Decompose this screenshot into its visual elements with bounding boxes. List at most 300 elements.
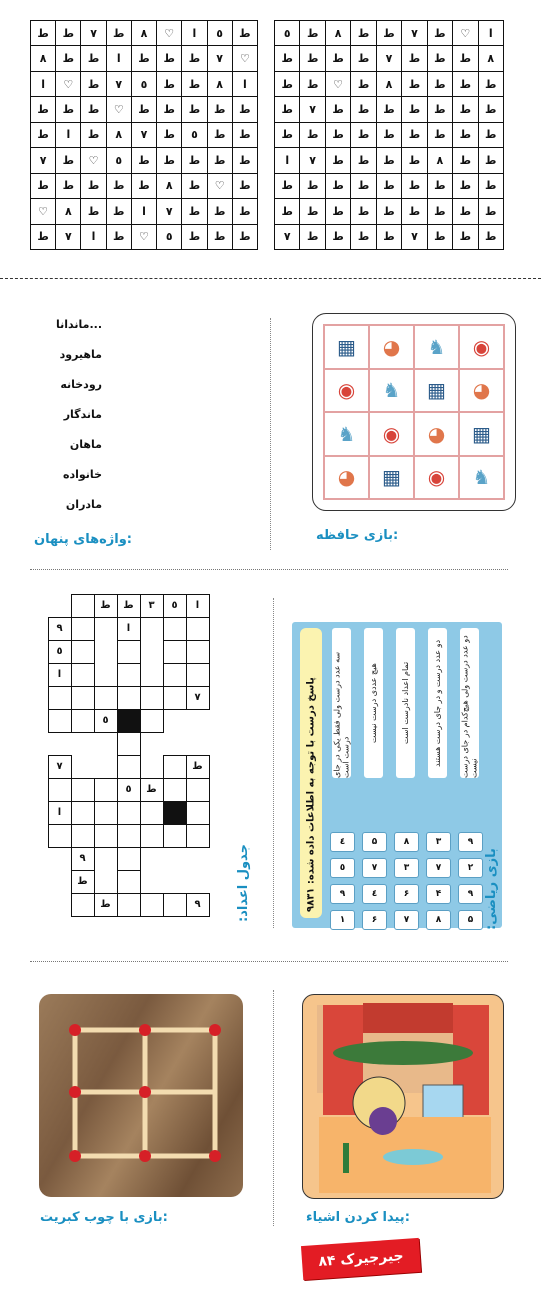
grid-cell: ٧ xyxy=(81,21,105,45)
abacus-icon[interactable]: ▦ xyxy=(369,456,414,500)
grid-cell: ط xyxy=(132,174,156,198)
grid-cell: ٧ xyxy=(56,225,80,249)
math-digit-cell: ٤ xyxy=(330,832,355,852)
crossword-cell[interactable] xyxy=(163,686,187,710)
grid-cell: ط xyxy=(479,199,503,223)
grid-cell: ٧ xyxy=(300,148,324,172)
grid-cell: ط xyxy=(107,174,131,198)
grid-cell: ط xyxy=(300,46,324,70)
crossword-cell[interactable] xyxy=(48,709,72,733)
word-item: مادران xyxy=(65,498,102,511)
grid-cell: ٨ xyxy=(326,21,350,45)
crossword-cell[interactable] xyxy=(140,686,164,710)
grid-cell: ط xyxy=(453,174,477,198)
grid-cell: ا xyxy=(107,46,131,70)
crossword-cell[interactable] xyxy=(71,594,95,618)
grid-cell: ط xyxy=(233,97,257,121)
grid-cell: ط xyxy=(275,72,299,96)
vertical-divider xyxy=(270,318,271,550)
grid-cell: ط xyxy=(275,174,299,198)
crossword-empty xyxy=(140,617,163,640)
math-digit-cell: ۹ xyxy=(458,884,483,904)
room-illustration xyxy=(303,995,503,1198)
grid-cell: ط xyxy=(31,123,55,147)
grid-cell: ط xyxy=(81,72,105,96)
ball-icon[interactable]: ◕ xyxy=(414,412,459,456)
grid-cell: ط xyxy=(275,97,299,121)
crossword-cell[interactable]: ٥ xyxy=(163,594,187,618)
crossword-cell[interactable]: ط xyxy=(186,755,210,779)
crossword-cell[interactable] xyxy=(186,824,210,848)
crossword-cell[interactable] xyxy=(117,801,141,825)
crossword-empty xyxy=(163,847,186,870)
grid-cell: ط xyxy=(351,199,375,223)
section-divider xyxy=(0,278,541,279)
crossword-cell[interactable] xyxy=(71,709,95,733)
word-item: ماهیرود xyxy=(59,348,102,361)
crossword-empty xyxy=(71,732,94,755)
crossword-cell[interactable] xyxy=(163,663,187,687)
crossword-empty xyxy=(140,755,163,778)
grid-cell: ٥ xyxy=(275,21,299,45)
grid-cell: ٧ xyxy=(208,46,232,70)
hidden-objects-picture xyxy=(302,994,504,1199)
crossword-cell[interactable] xyxy=(48,686,72,710)
grid-cell: ط xyxy=(56,97,80,121)
grid-cell: ط xyxy=(81,97,105,121)
crossword-cell[interactable]: ٩ xyxy=(186,893,210,917)
crossword-cell[interactable] xyxy=(140,824,164,848)
crossword-cell[interactable] xyxy=(94,824,118,848)
ball-icon[interactable]: ◕ xyxy=(324,456,369,500)
crossword-empty xyxy=(140,663,163,686)
memory-grid xyxy=(323,324,505,500)
crossword-empty xyxy=(163,870,186,893)
math-digit-cell: ۱ xyxy=(330,910,355,930)
crossword-empty xyxy=(163,709,186,732)
abacus-icon[interactable]: ▦ xyxy=(324,325,369,369)
math-digit-cell: ۸ xyxy=(394,832,419,852)
crossword-empty xyxy=(48,870,71,893)
math-clue: دو عدد درست و در جای درست هستند xyxy=(428,628,447,778)
matchstick-puzzle-photo xyxy=(39,994,243,1197)
grid-cell: ط xyxy=(351,123,375,147)
crossword-cell[interactable] xyxy=(71,778,95,802)
grid-cell: ط xyxy=(326,174,350,198)
word-item: خانواده xyxy=(63,468,102,481)
grid-cell: ط xyxy=(479,225,503,249)
crossword-black-cell xyxy=(117,709,141,733)
grid-cell: ط xyxy=(428,21,452,45)
grid-cell: ٨ xyxy=(157,174,181,198)
grid-cell: ط xyxy=(351,225,375,249)
crossword-cell[interactable] xyxy=(186,663,210,687)
grid-cell: ط xyxy=(453,46,477,70)
grid-cell: ٧ xyxy=(402,225,426,249)
crossword-cell[interactable] xyxy=(163,640,187,664)
word-item: ماهان xyxy=(69,438,102,451)
grid-cell: ط xyxy=(275,123,299,147)
grid-cell: ط xyxy=(275,46,299,70)
word-item: رودخانه xyxy=(60,378,102,391)
page-badge: ۸۴ جیرجیرک xyxy=(301,1238,421,1280)
crossword-cell[interactable] xyxy=(140,709,164,733)
grid-cell: ط xyxy=(351,46,375,70)
crossword-cell[interactable] xyxy=(117,755,141,779)
crossword-empty xyxy=(94,870,117,893)
grid-cell: ط xyxy=(402,123,426,147)
grid-cell: ط xyxy=(300,225,324,249)
grid-cell: ط xyxy=(326,148,350,172)
grid-cell: ط xyxy=(428,225,452,249)
crossword-cell[interactable] xyxy=(186,640,210,664)
grid-cell: ٧ xyxy=(132,123,156,147)
crossword-cell[interactable]: ٩ xyxy=(71,847,95,871)
math-clue: دو عدد درست ولی هیچ‌کدام در جای درست نیست xyxy=(460,628,479,778)
math-digit-cell: ٥ xyxy=(330,858,355,878)
crossword-empty xyxy=(48,732,71,755)
grid-cell: ط xyxy=(326,46,350,70)
section-divider xyxy=(30,569,508,570)
grid-cell: ط xyxy=(56,174,80,198)
grid-cell: ط xyxy=(132,97,156,121)
grid-cell: ط xyxy=(107,21,131,45)
grid-cell: ط xyxy=(402,97,426,121)
grid-cell: ا xyxy=(31,72,55,96)
crossword-empty xyxy=(48,594,71,617)
crossword-empty xyxy=(71,755,94,778)
grid-cell: ♡ xyxy=(453,21,477,45)
crossword-cell[interactable]: ط xyxy=(94,594,118,618)
crossword-empty xyxy=(140,847,163,870)
grid-cell: ط xyxy=(453,72,477,96)
grid-cell: ط xyxy=(81,174,105,198)
grid-cell: ٥ xyxy=(208,21,232,45)
grid-cell: ط xyxy=(132,46,156,70)
crossword-cell[interactable] xyxy=(117,663,141,687)
grid-cell: ٧ xyxy=(275,225,299,249)
grid-cell: ط xyxy=(326,97,350,121)
crossword-empty xyxy=(163,732,186,755)
crossword-empty xyxy=(186,709,209,732)
math-digit-cell: ٤ xyxy=(362,884,387,904)
grid-cell: ط xyxy=(428,72,452,96)
grid-cell: ط xyxy=(453,199,477,223)
grid-cell: ط xyxy=(31,97,55,121)
grid-cell: ط xyxy=(300,72,324,96)
word-item: ...ماندانا xyxy=(56,318,102,331)
math-digit-cell: ۵ xyxy=(458,910,483,930)
crossword-empty xyxy=(48,893,71,916)
matches-title: :بازی با چوب کبریت xyxy=(40,1210,168,1225)
grid-cell: ا xyxy=(81,225,105,249)
grid-cell: ط xyxy=(453,97,477,121)
crossword-cell[interactable] xyxy=(140,801,164,825)
grid-cell: ٧ xyxy=(377,46,401,70)
crossword-cell[interactable]: ٥ xyxy=(94,709,118,733)
crossword-cell[interactable] xyxy=(163,755,187,779)
grid-cell: ط xyxy=(351,97,375,121)
crossword-cell[interactable]: ا xyxy=(48,801,72,825)
grid-cell: ط xyxy=(208,148,232,172)
crossword-cell[interactable]: ط xyxy=(140,778,164,802)
grid-cell: ط xyxy=(233,21,257,45)
crossword-cell[interactable] xyxy=(117,870,141,894)
math-digit-cell: ۵ xyxy=(362,832,387,852)
grid-cell: ط xyxy=(351,21,375,45)
crossword-cell[interactable] xyxy=(163,778,187,802)
crossword-cell[interactable]: ا xyxy=(48,663,72,687)
abacus-icon[interactable]: ▦ xyxy=(459,412,504,456)
symbol-grid-left xyxy=(30,20,258,250)
crossword-cell[interactable] xyxy=(94,686,118,710)
grid-cell: ط xyxy=(233,174,257,198)
crossword-empty xyxy=(140,640,163,663)
crossword-cell[interactable]: ٩ xyxy=(48,617,72,641)
grid-cell: ط xyxy=(233,123,257,147)
grid-cell: ا xyxy=(132,199,156,223)
grid-cell: ط xyxy=(377,123,401,147)
grid-cell: ط xyxy=(351,148,375,172)
grid-cell: ٧ xyxy=(300,97,324,121)
grid-cell: ط xyxy=(402,174,426,198)
math-digit-cell: ۸ xyxy=(426,910,451,930)
elephant-icon[interactable]: ♞ xyxy=(414,325,459,369)
grid-cell: ط xyxy=(31,174,55,198)
grid-cell: ط xyxy=(428,123,452,147)
crossword-cell[interactable] xyxy=(71,617,95,641)
crossword-cell[interactable]: ط xyxy=(94,893,118,917)
crossword-empty xyxy=(186,732,209,755)
grid-cell: ط xyxy=(428,97,452,121)
grid-cell: ٧ xyxy=(157,199,181,223)
grid-cell: ط xyxy=(453,148,477,172)
crossword-black-cell xyxy=(163,801,187,825)
grid-cell: ط xyxy=(402,46,426,70)
grid-cell: ط xyxy=(351,174,375,198)
grid-cell: ط xyxy=(453,123,477,147)
math-digit-cell: ۷ xyxy=(394,910,419,930)
ladybug-icon[interactable]: ◉ xyxy=(369,412,414,456)
grid-cell: ط xyxy=(453,225,477,249)
grid-cell: ط xyxy=(208,123,232,147)
grid-cell: ♡ xyxy=(157,21,181,45)
grid-cell: ط xyxy=(402,148,426,172)
grid-cell: ٥ xyxy=(157,225,181,249)
grid-cell: ط xyxy=(56,46,80,70)
grid-cell: ♡ xyxy=(81,148,105,172)
grid-cell: ط xyxy=(428,199,452,223)
grid-cell: ا xyxy=(56,123,80,147)
elephant-icon[interactable]: ♞ xyxy=(324,412,369,456)
grid-cell: ط xyxy=(208,199,232,223)
crossword-empty xyxy=(117,686,140,709)
crossword-cell[interactable] xyxy=(117,732,141,756)
vertical-divider xyxy=(273,598,274,928)
grid-cell: ط xyxy=(132,148,156,172)
word-item: ماندگار xyxy=(63,408,102,421)
crossword-cell[interactable] xyxy=(117,824,141,848)
memory-title: :بازی حافظه xyxy=(316,528,399,543)
ball-icon[interactable]: ◕ xyxy=(369,325,414,369)
matchstick-squares xyxy=(39,994,243,1197)
grid-cell: ط xyxy=(157,72,181,96)
math-digit-cell: ۴ xyxy=(426,884,451,904)
ladybug-icon[interactable]: ◉ xyxy=(414,456,459,500)
elephant-icon[interactable]: ♞ xyxy=(459,456,504,500)
math-digit-cell: ۳ xyxy=(426,832,451,852)
crossword-cell[interactable] xyxy=(163,824,187,848)
grid-cell: ط xyxy=(157,123,181,147)
math-clue: تمام اعداد نادرست است xyxy=(396,628,415,778)
grid-cell: ♡ xyxy=(56,72,80,96)
grid-cell: ط xyxy=(479,72,503,96)
ball-icon[interactable]: ◕ xyxy=(459,369,504,413)
crossword-cell[interactable] xyxy=(186,778,210,802)
crossword-cell[interactable] xyxy=(186,617,210,641)
grid-cell: ط xyxy=(157,97,181,121)
symbol-grid-right xyxy=(274,20,504,250)
grid-cell: ♡ xyxy=(233,46,257,70)
grid-cell: ط xyxy=(107,225,131,249)
crossword-empty xyxy=(94,847,117,870)
math-title: :بازی ریاضی xyxy=(484,848,499,930)
grid-cell: ٥ xyxy=(132,72,156,96)
grid-cell: ط xyxy=(81,46,105,70)
grid-cell: ا xyxy=(233,72,257,96)
grid-cell: ط xyxy=(326,199,350,223)
grid-cell: ٨ xyxy=(132,21,156,45)
grid-cell: ط xyxy=(208,97,232,121)
grid-cell: ط xyxy=(31,225,55,249)
crossword-empty xyxy=(94,732,117,755)
grid-cell: ٧ xyxy=(31,148,55,172)
elephant-icon[interactable]: ♞ xyxy=(369,369,414,413)
grid-cell: ط xyxy=(300,174,324,198)
grid-cell: ط xyxy=(233,225,257,249)
crossword-cell[interactable] xyxy=(71,663,95,687)
grid-cell: ط xyxy=(182,174,206,198)
crossword-cell[interactable] xyxy=(71,893,95,917)
grid-cell: ٨ xyxy=(377,72,401,96)
grid-cell: ط xyxy=(428,46,452,70)
crossword-cell[interactable] xyxy=(117,847,141,871)
crossword-empty xyxy=(94,755,117,778)
grid-cell: ط xyxy=(56,21,80,45)
crossword-cell[interactable]: ط xyxy=(71,870,95,894)
grid-cell: ط xyxy=(377,97,401,121)
math-digit-cell: ٩ xyxy=(330,884,355,904)
grid-cell: ط xyxy=(479,97,503,121)
crossword-cell[interactable] xyxy=(117,893,141,917)
grid-cell: ط xyxy=(182,225,206,249)
crossword-cell[interactable]: ٧ xyxy=(48,755,72,779)
grid-cell: ط xyxy=(182,148,206,172)
crossword-cell[interactable]: ٥ xyxy=(117,778,141,802)
grid-cell: ٨ xyxy=(428,148,452,172)
vertical-divider xyxy=(273,990,274,1226)
words-title: :واژه‌های پنهان xyxy=(34,532,132,547)
grid-cell: ٧ xyxy=(107,72,131,96)
grid-cell: ط xyxy=(402,72,426,96)
grid-cell: ط xyxy=(56,148,80,172)
crossword-empty xyxy=(186,870,209,893)
differences-title: :پیدا کردن اشیاء xyxy=(306,1210,410,1225)
grid-cell: ٨ xyxy=(479,46,503,70)
grid-cell: ا xyxy=(182,21,206,45)
ladybug-icon[interactable]: ◉ xyxy=(459,325,504,369)
grid-cell: ٨ xyxy=(107,123,131,147)
grid-cell: ط xyxy=(326,123,350,147)
grid-cell: ط xyxy=(377,174,401,198)
grid-cell: ♡ xyxy=(31,199,55,223)
math-digit-cell: ۶ xyxy=(362,910,387,930)
crossword-cell[interactable]: ا xyxy=(186,594,210,618)
crossword-empty xyxy=(94,663,117,686)
crossword-cell[interactable] xyxy=(163,617,187,641)
grid-cell: ط xyxy=(479,123,503,147)
grid-cell: ط xyxy=(208,225,232,249)
memory-game-board xyxy=(312,313,516,511)
crossword-cell[interactable] xyxy=(71,686,95,710)
ladybug-icon[interactable]: ◉ xyxy=(324,369,369,413)
grid-cell: ط xyxy=(351,72,375,96)
crossword-cell[interactable] xyxy=(94,801,118,825)
crossword-empty xyxy=(140,870,163,893)
grid-cell: ط xyxy=(326,225,350,249)
crossword-cell[interactable]: ا xyxy=(117,617,141,641)
math-digit-cell: ۶ xyxy=(394,884,419,904)
grid-cell: ٨ xyxy=(208,72,232,96)
crossword-empty xyxy=(140,732,163,755)
crossword-cell[interactable] xyxy=(94,778,118,802)
abacus-icon[interactable]: ▦ xyxy=(414,369,459,413)
crossword-cell[interactable] xyxy=(71,640,95,664)
math-digit-cell: ۹ xyxy=(458,832,483,852)
crossword-cell[interactable]: ط xyxy=(117,594,141,618)
grid-cell: ٧ xyxy=(402,21,426,45)
crossword-cell[interactable]: ٧ xyxy=(186,686,210,710)
crossword-cell[interactable] xyxy=(48,778,72,802)
crossword-cell[interactable] xyxy=(186,801,210,825)
crossword-cell[interactable] xyxy=(117,640,141,664)
crossword-cell[interactable] xyxy=(163,893,187,917)
grid-cell: ط xyxy=(300,21,324,45)
grid-cell: ♡ xyxy=(208,174,232,198)
crossword-empty xyxy=(48,847,71,870)
grid-cell: ط xyxy=(31,21,55,45)
grid-cell: ط xyxy=(157,148,181,172)
crossword-cell[interactable] xyxy=(71,801,95,825)
grid-cell: ط xyxy=(377,199,401,223)
grid-cell: ط xyxy=(182,72,206,96)
grid-cell: ا xyxy=(275,148,299,172)
section-divider xyxy=(30,961,508,962)
grid-cell: ط xyxy=(81,123,105,147)
crossword-cell[interactable] xyxy=(140,893,164,917)
math-clue: سه عدد درست ولی فقط یکی در جای درست است xyxy=(332,628,351,778)
math-digit-cell: ۷ xyxy=(362,858,387,878)
grid-cell: ٨ xyxy=(31,46,55,70)
grid-cell: ط xyxy=(300,123,324,147)
grid-cell: ط xyxy=(402,199,426,223)
crossword-cell[interactable]: ۳ xyxy=(140,594,164,618)
crossword-empty xyxy=(94,617,117,640)
crossword-cell[interactable]: ٥ xyxy=(48,640,72,664)
crossword-cell[interactable] xyxy=(71,824,95,848)
crossword-cell[interactable] xyxy=(48,824,72,848)
number-crossword xyxy=(48,594,209,916)
